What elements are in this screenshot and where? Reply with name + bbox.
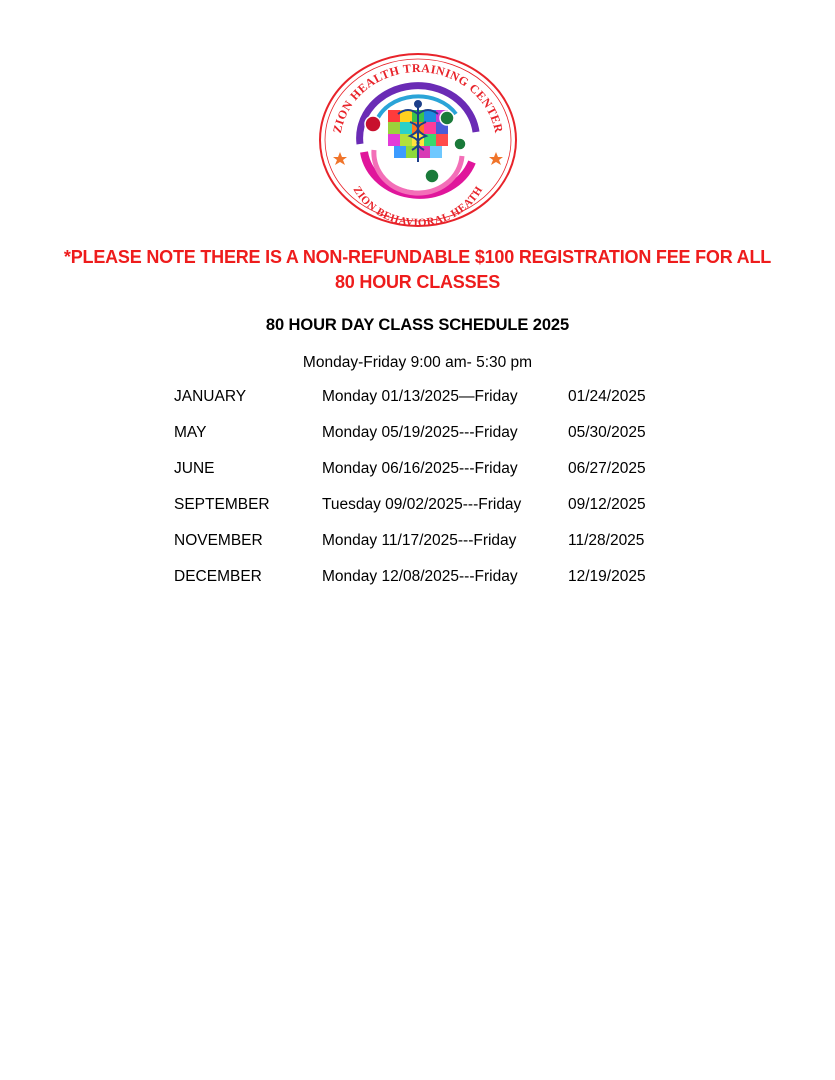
end-date-cell: 05/30/2025 [568,424,646,441]
notice-line-2: 80 HOUR CLASSES [334,272,501,292]
zion-logo [316,52,520,228]
end-date-cell: 01/24/2025 [568,388,646,405]
start-date-cell: Tuesday 09/02/2025---Friday [322,496,522,513]
class-hours: Monday-Friday 9:00 am- 5:30 pm [302,354,533,371]
month-cell: MAY [174,424,207,441]
month-cell: JUNE [174,460,215,477]
month-cell: SEPTEMBER [174,496,270,513]
end-date-cell: 12/19/2025 [568,568,646,585]
schedule-row [0,388,835,424]
month-cell: NOVEMBER [174,532,263,549]
schedule-row [0,568,835,604]
month-cell: DECEMBER [174,568,262,585]
registration-fee-notice [30,245,805,295]
schedule-row [0,424,835,460]
schedule-title: 80 HOUR DAY CLASS SCHEDULE 2025 [265,316,570,334]
heart-emblem-icon [365,116,381,132]
tools-emblem-icon [454,138,466,150]
schedule-row [0,532,835,568]
end-date-cell: 06/27/2025 [568,460,646,477]
end-date-cell: 11/28/2025 [568,532,645,549]
start-date-cell: Monday 11/17/2025---Friday [322,532,517,549]
start-date-cell: Monday 12/08/2025---Friday [322,568,518,585]
notice-line-1: *PLEASE NOTE THERE IS A NON-REFUNDABLE $100 REGISTRATION FEE FOR ALL [63,247,772,267]
logo-bottom-text: ZION BEHAVIORAL HEATH [350,184,486,228]
logo-seal [316,52,520,228]
end-date-cell: 09/12/2025 [568,496,646,513]
month-cell: JANUARY [174,388,247,405]
start-date-cell: Monday 05/19/2025---Friday [322,424,518,441]
gear-emblem-icon [440,111,454,125]
schedule-row [0,460,835,496]
schedule-row [0,496,835,532]
schedule-table [0,388,835,604]
start-date-cell: Monday 06/16/2025---Friday [322,460,518,477]
dollar-emblem-icon [425,169,439,183]
logo-top-text: ZION HEALTH TRAINING CENTER [329,60,507,135]
start-date-cell: Monday 01/13/2025—Friday [322,388,518,405]
